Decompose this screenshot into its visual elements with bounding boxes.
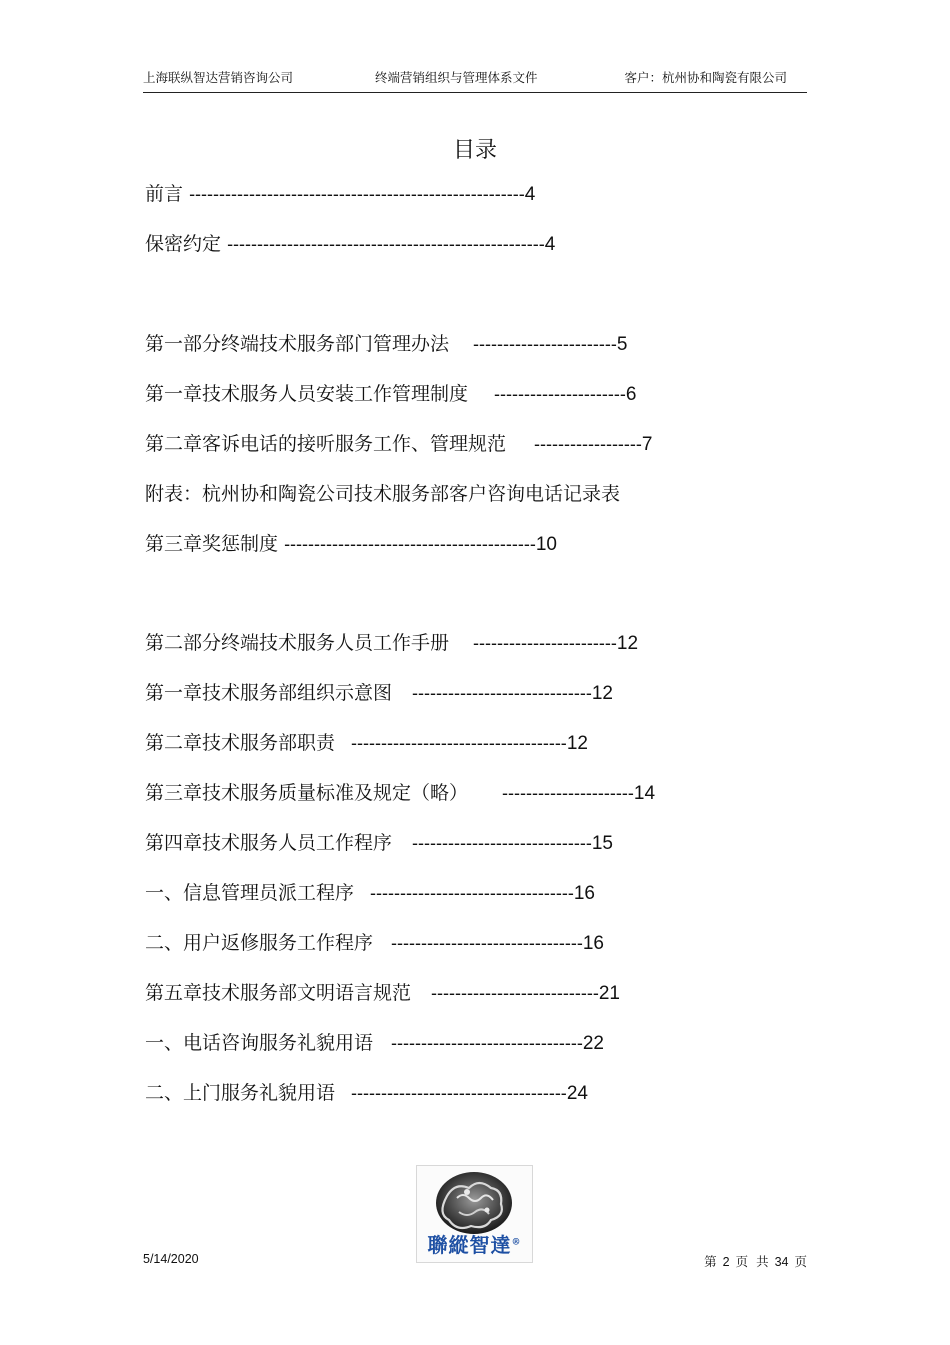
toc-entry <box>145 929 604 958</box>
toc-page-number: 5 <box>616 334 628 355</box>
toc-page-number: 12 <box>616 633 639 654</box>
toc-entry <box>145 180 535 209</box>
toc-label: 附表：杭州协和陶瓷公司技术服务部客户咨询电话记录表 <box>145 483 621 505</box>
toc-entry <box>145 1079 588 1108</box>
toc-page-number: 10 <box>535 534 557 555</box>
toc-label: 第二部分终端技术服务人员工作手册 <box>145 632 450 654</box>
page-header <box>143 64 807 93</box>
toc-label: 第二章客诉电话的接听服务工作、管理规范 <box>145 433 507 455</box>
company-logo <box>416 1165 533 1263</box>
toc-label: 第三章奖惩制度 <box>145 533 279 555</box>
toc-label: 第四章技术服务人员工作程序 <box>145 832 393 854</box>
toc-leader: -------------------------------------------------------- <box>189 184 525 204</box>
toc-page-number: 7 <box>641 434 653 455</box>
toc-leader: ------------------------------------------ <box>284 534 536 554</box>
toc-leader: ---------------------- <box>502 783 634 803</box>
registered-mark: ® <box>511 1237 522 1248</box>
toc-label: 前言 <box>145 183 184 205</box>
toc-entry <box>145 729 588 758</box>
toc-page-number: 15 <box>591 833 613 854</box>
toc-label: 第一章技术服务部组织示意图 <box>145 682 393 704</box>
toc-page-number: 12 <box>566 733 588 754</box>
toc-page-number: 12 <box>591 683 613 704</box>
toc-entry <box>145 979 620 1008</box>
cloud-emblem-icon <box>417 1166 532 1236</box>
toc-page-number: 24 <box>566 1083 588 1104</box>
toc-entry <box>145 779 655 808</box>
toc-entry <box>145 430 653 459</box>
page-mid: 页 共 <box>735 1254 769 1269</box>
footer-date: 5/14/2020 <box>143 1252 199 1266</box>
header-document-title: 终端营销组织与管理体系文件 <box>375 70 538 85</box>
toc-leader: ---------------------------- <box>431 983 599 1003</box>
toc-entry <box>145 629 638 658</box>
footer-page-number <box>698 1252 807 1270</box>
toc-label: 第五章技术服务部文明语言规范 <box>145 982 412 1004</box>
toc-leader: ------------------ <box>534 434 642 454</box>
toc-entry <box>145 380 636 409</box>
toc-label: 第二章技术服务部职责 <box>145 732 336 754</box>
toc-page-number: 22 <box>582 1033 604 1054</box>
toc-entry <box>145 679 613 708</box>
header-client: 客户：杭州协和陶瓷有限公司 <box>624 70 787 85</box>
toc-entry <box>145 1029 604 1058</box>
toc-label: 第三章技术服务质量标准及规定（略） <box>145 782 469 804</box>
page-current: 2 <box>722 1255 730 1269</box>
toc-label: 保密约定 <box>145 233 222 255</box>
toc-leader: ------------------------------ <box>412 833 592 853</box>
toc-page-number: 16 <box>573 883 595 904</box>
toc-leader: ---------------------------------- <box>370 883 574 903</box>
logo-wordmark <box>417 1229 532 1258</box>
toc-leader: ------------------------ <box>473 633 617 653</box>
toc-label: 二、用户返修服务工作程序 <box>145 932 374 954</box>
page-total: 34 <box>774 1255 789 1269</box>
toc-label: 第一部分终端技术服务部门管理办法 <box>145 333 450 355</box>
toc-leader: ---------------------- <box>494 384 626 404</box>
logo-text: 聯縱智達 <box>427 1233 512 1257</box>
toc-page-number: 6 <box>625 384 637 405</box>
toc-page-number: 14 <box>633 783 656 804</box>
page-suffix: 页 <box>794 1254 807 1269</box>
toc-entry <box>145 330 627 359</box>
toc-label: 第一章技术服务人员安装工作管理制度 <box>145 383 469 405</box>
toc-page-number: 4 <box>544 234 556 255</box>
toc-entry <box>145 480 620 508</box>
toc-leader: -------------------------------- <box>391 933 583 953</box>
toc-label: 一、电话咨询服务礼貌用语 <box>145 1032 374 1054</box>
page-prefix: 第 <box>704 1254 717 1269</box>
header-company: 上海联纵智达营销咨询公司 <box>143 70 294 85</box>
toc-entry <box>145 530 557 559</box>
toc-page-number: 4 <box>524 184 536 205</box>
page-title: 目录 <box>452 138 497 163</box>
toc-leader: ------------------------ <box>473 334 617 354</box>
toc-entry <box>145 230 555 259</box>
toc-leader: ----------------------------------------------------- <box>227 234 545 254</box>
toc-label: 一、信息管理员派工程序 <box>145 882 355 904</box>
toc-page-number: 21 <box>598 983 620 1004</box>
toc-leader: -------------------------------- <box>391 1033 583 1053</box>
toc-page-number: 16 <box>582 933 604 954</box>
toc-label: 二、上门服务礼貌用语 <box>145 1082 336 1104</box>
toc-entry <box>145 879 595 908</box>
toc-leader: ------------------------------------ <box>351 1083 567 1103</box>
toc-leader: ------------------------------ <box>412 683 592 703</box>
toc-leader: ------------------------------------ <box>351 733 567 753</box>
toc-entry <box>145 829 613 858</box>
